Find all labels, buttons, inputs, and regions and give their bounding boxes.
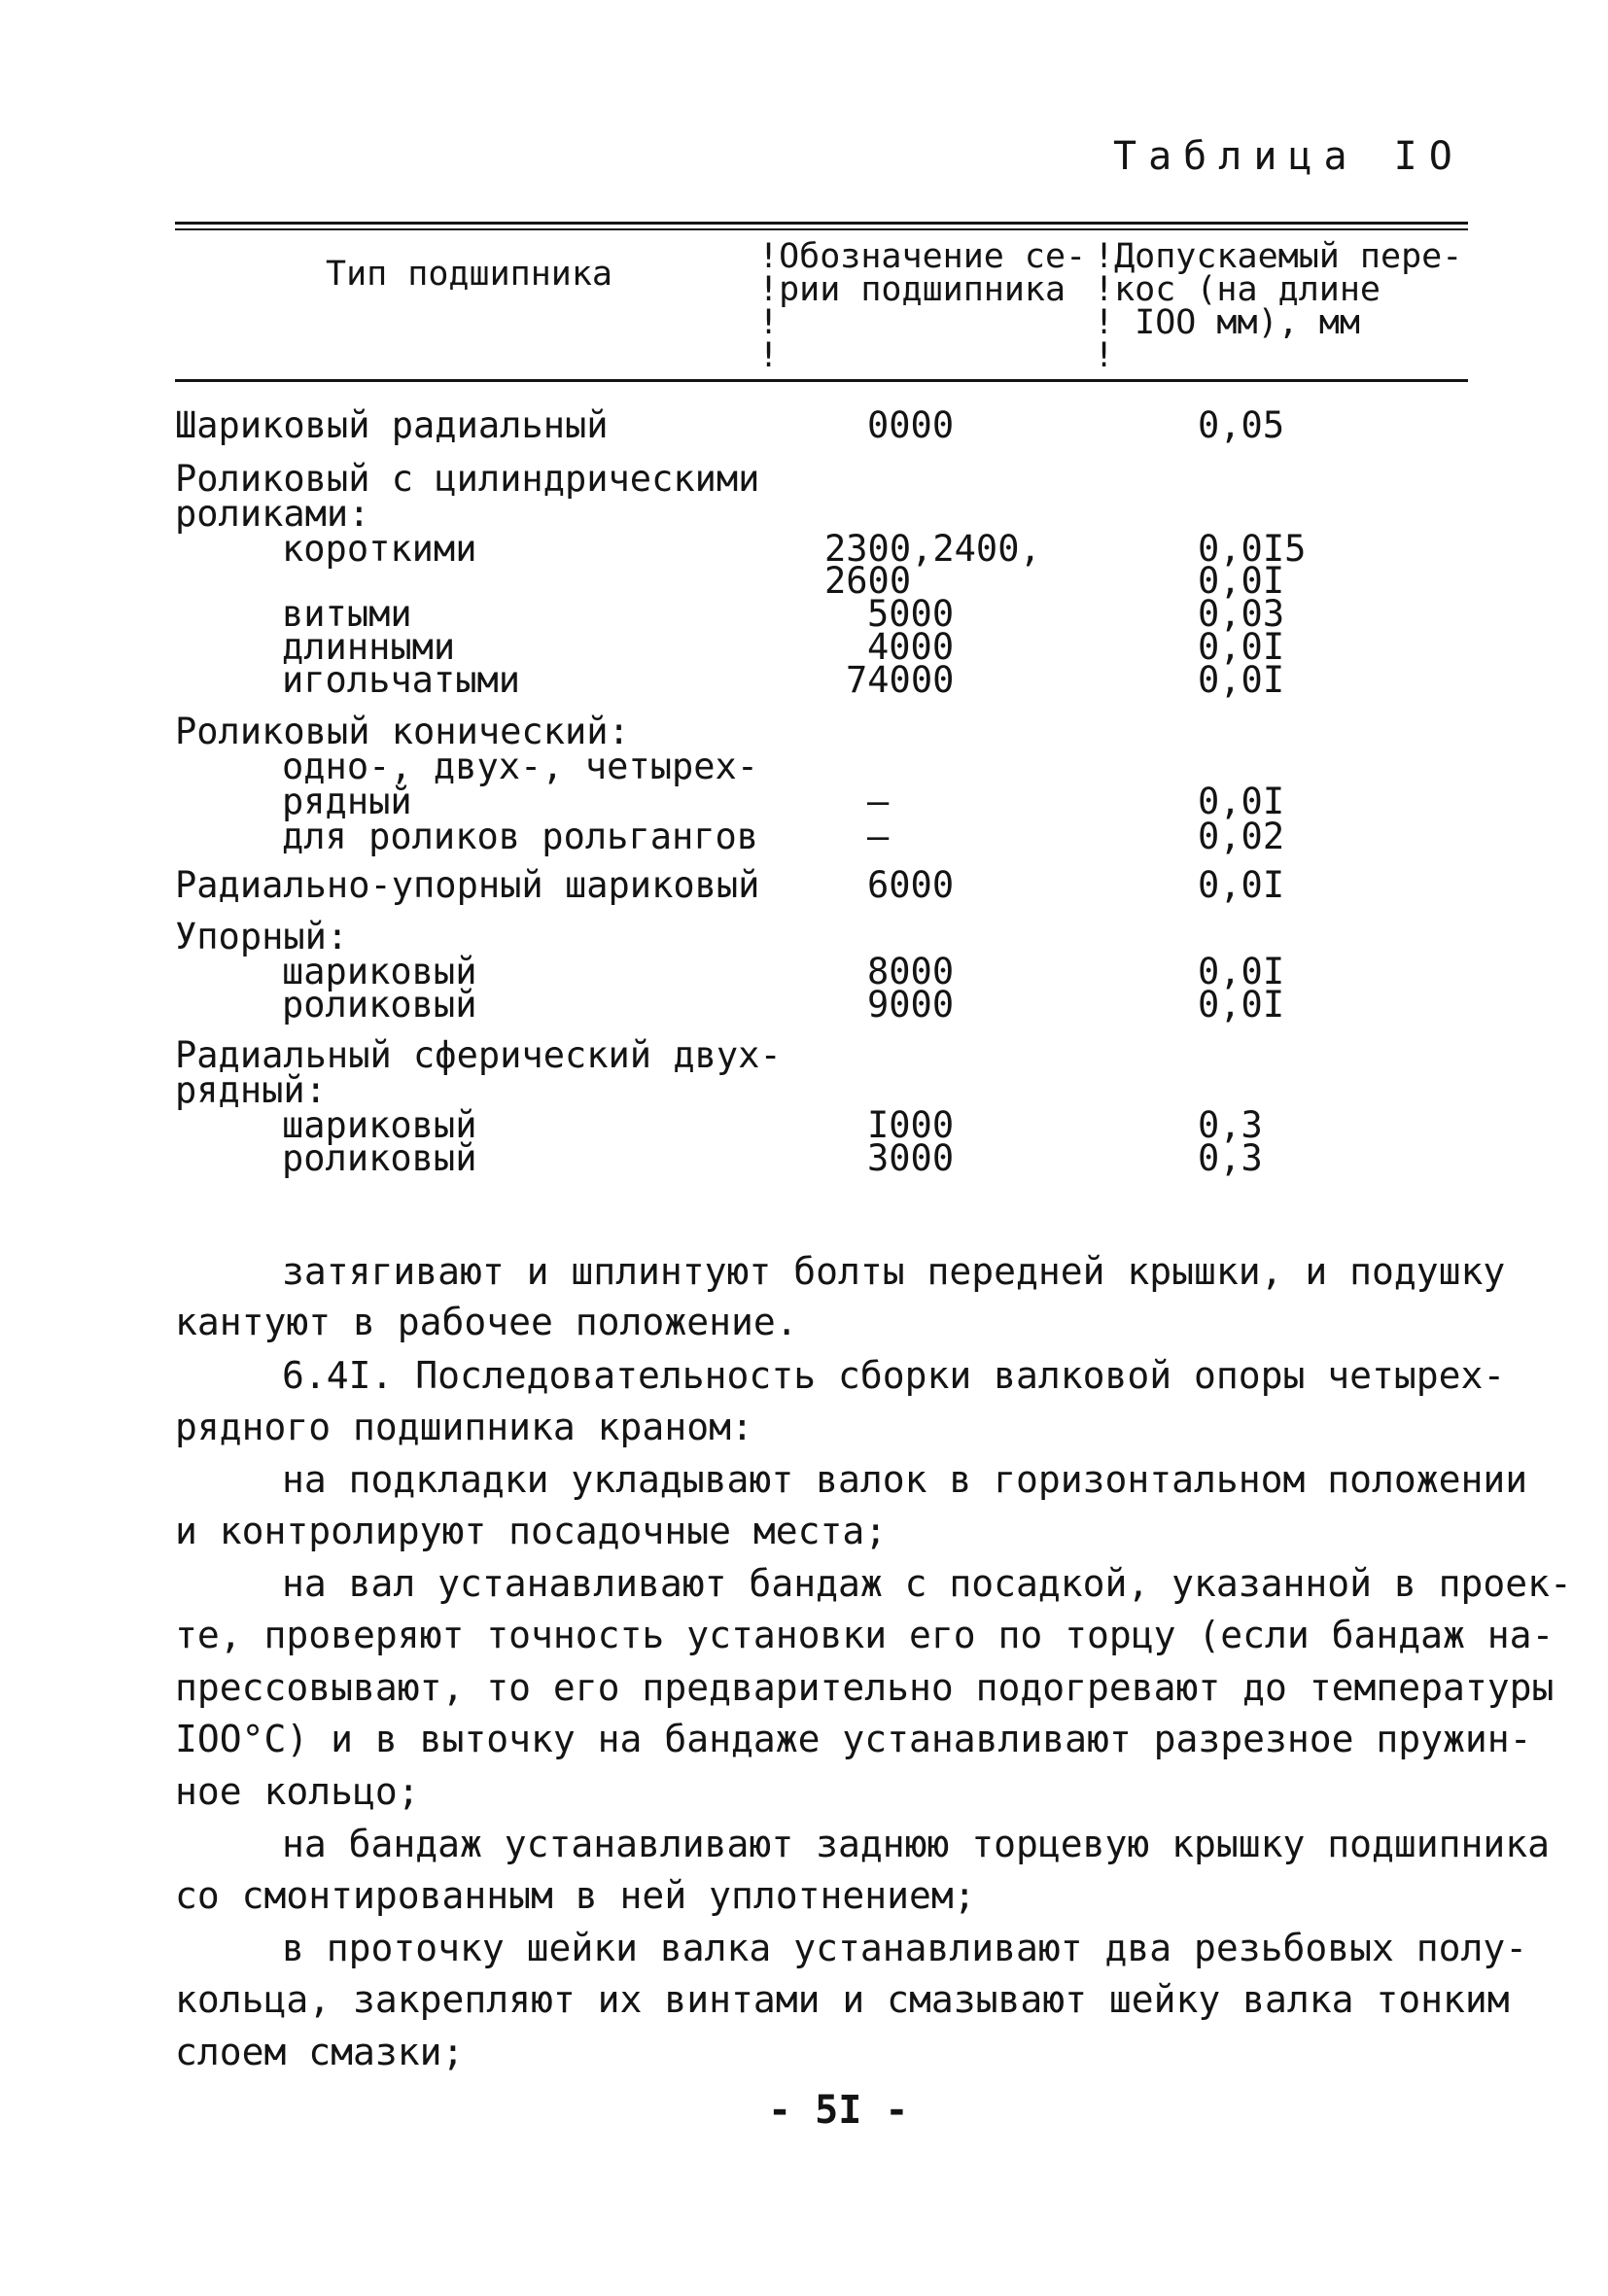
row-type: Упорный: bbox=[175, 916, 349, 957]
row-series: 0000 bbox=[867, 404, 955, 446]
row-type: витыми bbox=[282, 593, 412, 635]
row-type: Роликовый конический: bbox=[175, 711, 630, 752]
header-series-line: ! bbox=[758, 303, 780, 342]
row-type: Шариковый радиальный bbox=[175, 404, 609, 446]
header-skew-line: !Допускаемый пере- bbox=[1094, 237, 1463, 276]
row-type: Радиальный сферический двух- bbox=[175, 1034, 782, 1076]
header-type: Тип подшипника bbox=[326, 255, 613, 294]
row-skew: 0,0I bbox=[1198, 951, 1285, 992]
body-line: рядного подшипника краном: bbox=[175, 1406, 753, 1448]
body-line: на подкладки укладывают валок в горизонтальном положении bbox=[282, 1458, 1528, 1501]
header-series-line: !рии подшипника bbox=[758, 270, 1066, 309]
row-skew: 0,03 bbox=[1198, 593, 1285, 635]
row-skew: 0,05 bbox=[1198, 404, 1285, 446]
body-line: прессовывают, то его предварительно подогревают до температуры bbox=[175, 1666, 1555, 1709]
row-skew: 0,0I bbox=[1198, 626, 1285, 668]
row-type: шариковый bbox=[282, 951, 477, 992]
row-series: 2600 bbox=[824, 560, 912, 602]
row-type: игольчатыми bbox=[282, 659, 521, 701]
row-series: I000 bbox=[867, 1104, 955, 1146]
row-type: одно-, двух-, четырех- bbox=[282, 746, 759, 787]
header-skew-line: !кос (на длине bbox=[1094, 270, 1381, 309]
body-line: ное кольцо; bbox=[175, 1770, 420, 1813]
row-skew: 0,02 bbox=[1198, 816, 1285, 857]
row-series: – bbox=[867, 781, 890, 822]
row-series: 8000 bbox=[867, 951, 955, 992]
body-line: слоем смазки; bbox=[175, 2031, 465, 2073]
row-type: Роликовый с цилиндрическими bbox=[175, 458, 760, 500]
row-skew: 0,0I bbox=[1198, 984, 1285, 1026]
row-skew: 0,0I5 bbox=[1198, 528, 1307, 570]
row-series: – bbox=[867, 816, 890, 857]
header-skew-line: ! IOO мм), мм bbox=[1094, 303, 1360, 342]
row-series: 74000 bbox=[846, 659, 955, 701]
body-line: в проточку шейки валка устанавливают два резьбовых полу- bbox=[282, 1927, 1528, 1969]
body-line: на бандаж устанавливают заднюю торцевую крышку подшипника bbox=[282, 1823, 1551, 1865]
body-line: кантуют в рабочее положение. bbox=[175, 1301, 798, 1343]
row-skew: 0,0I bbox=[1198, 864, 1285, 906]
row-type: для роликов рольгангов bbox=[282, 816, 759, 857]
row-type: шариковый bbox=[282, 1104, 477, 1146]
row-type: рядный bbox=[282, 781, 412, 822]
body-line: 6.4I. Последовательность сборки валковой опоры четырех- bbox=[282, 1354, 1506, 1397]
row-type: длинными bbox=[282, 626, 456, 668]
body-line: со смонтированным в ней уплотнением; bbox=[175, 1874, 976, 1917]
row-series: 2300,2400, bbox=[824, 528, 1041, 570]
row-series: 3000 bbox=[867, 1137, 955, 1179]
body-line: и контролируют посадочные места; bbox=[175, 1510, 888, 1552]
row-type: Радиально-упорный шариковый bbox=[175, 864, 760, 906]
body-line: на вал устанавливают бандаж с посадкой, указанной в проек- bbox=[282, 1562, 1572, 1605]
header-skew-line: ! bbox=[1094, 336, 1115, 375]
table-top-rule bbox=[175, 222, 1468, 225]
table-top-rule-2 bbox=[175, 228, 1468, 230]
row-type: короткими bbox=[282, 528, 477, 570]
row-type: роликовый bbox=[282, 984, 477, 1026]
body-line: затягивают и шплинтуют болты передней крышки, и подушку bbox=[282, 1250, 1506, 1293]
body-line: кольца, закрепляют их винтами и смазывают шейку валка тонким bbox=[175, 1978, 1510, 2021]
row-skew: 0,0I bbox=[1198, 781, 1285, 822]
header-bottom-rule bbox=[175, 379, 1468, 382]
row-skew: 0,0I bbox=[1198, 560, 1285, 602]
row-skew: 0,3 bbox=[1198, 1137, 1263, 1179]
row-skew: 0,3 bbox=[1198, 1104, 1263, 1146]
page-number: - 5I - bbox=[768, 2088, 909, 2133]
row-skew: 0,0I bbox=[1198, 659, 1285, 701]
header-series-line: !Обозначение се- bbox=[758, 237, 1087, 276]
row-series: 4000 bbox=[867, 626, 955, 668]
row-series: 9000 bbox=[867, 984, 955, 1026]
row-type: рядный: bbox=[175, 1069, 327, 1111]
row-series: 6000 bbox=[867, 864, 955, 906]
header-series-line: ! bbox=[758, 336, 780, 375]
row-type: роликами: bbox=[175, 493, 370, 535]
body-line: IOO°С) и в выточку на бандаже устанавливают разрезное пружин- bbox=[175, 1718, 1532, 1760]
table-title: Таблица IO bbox=[1113, 134, 1464, 179]
row-series: 5000 bbox=[867, 593, 955, 635]
row-type: роликовый bbox=[282, 1137, 477, 1179]
body-line: те, проверяют точность установки его по торцу (если бандаж на- bbox=[175, 1614, 1555, 1656]
